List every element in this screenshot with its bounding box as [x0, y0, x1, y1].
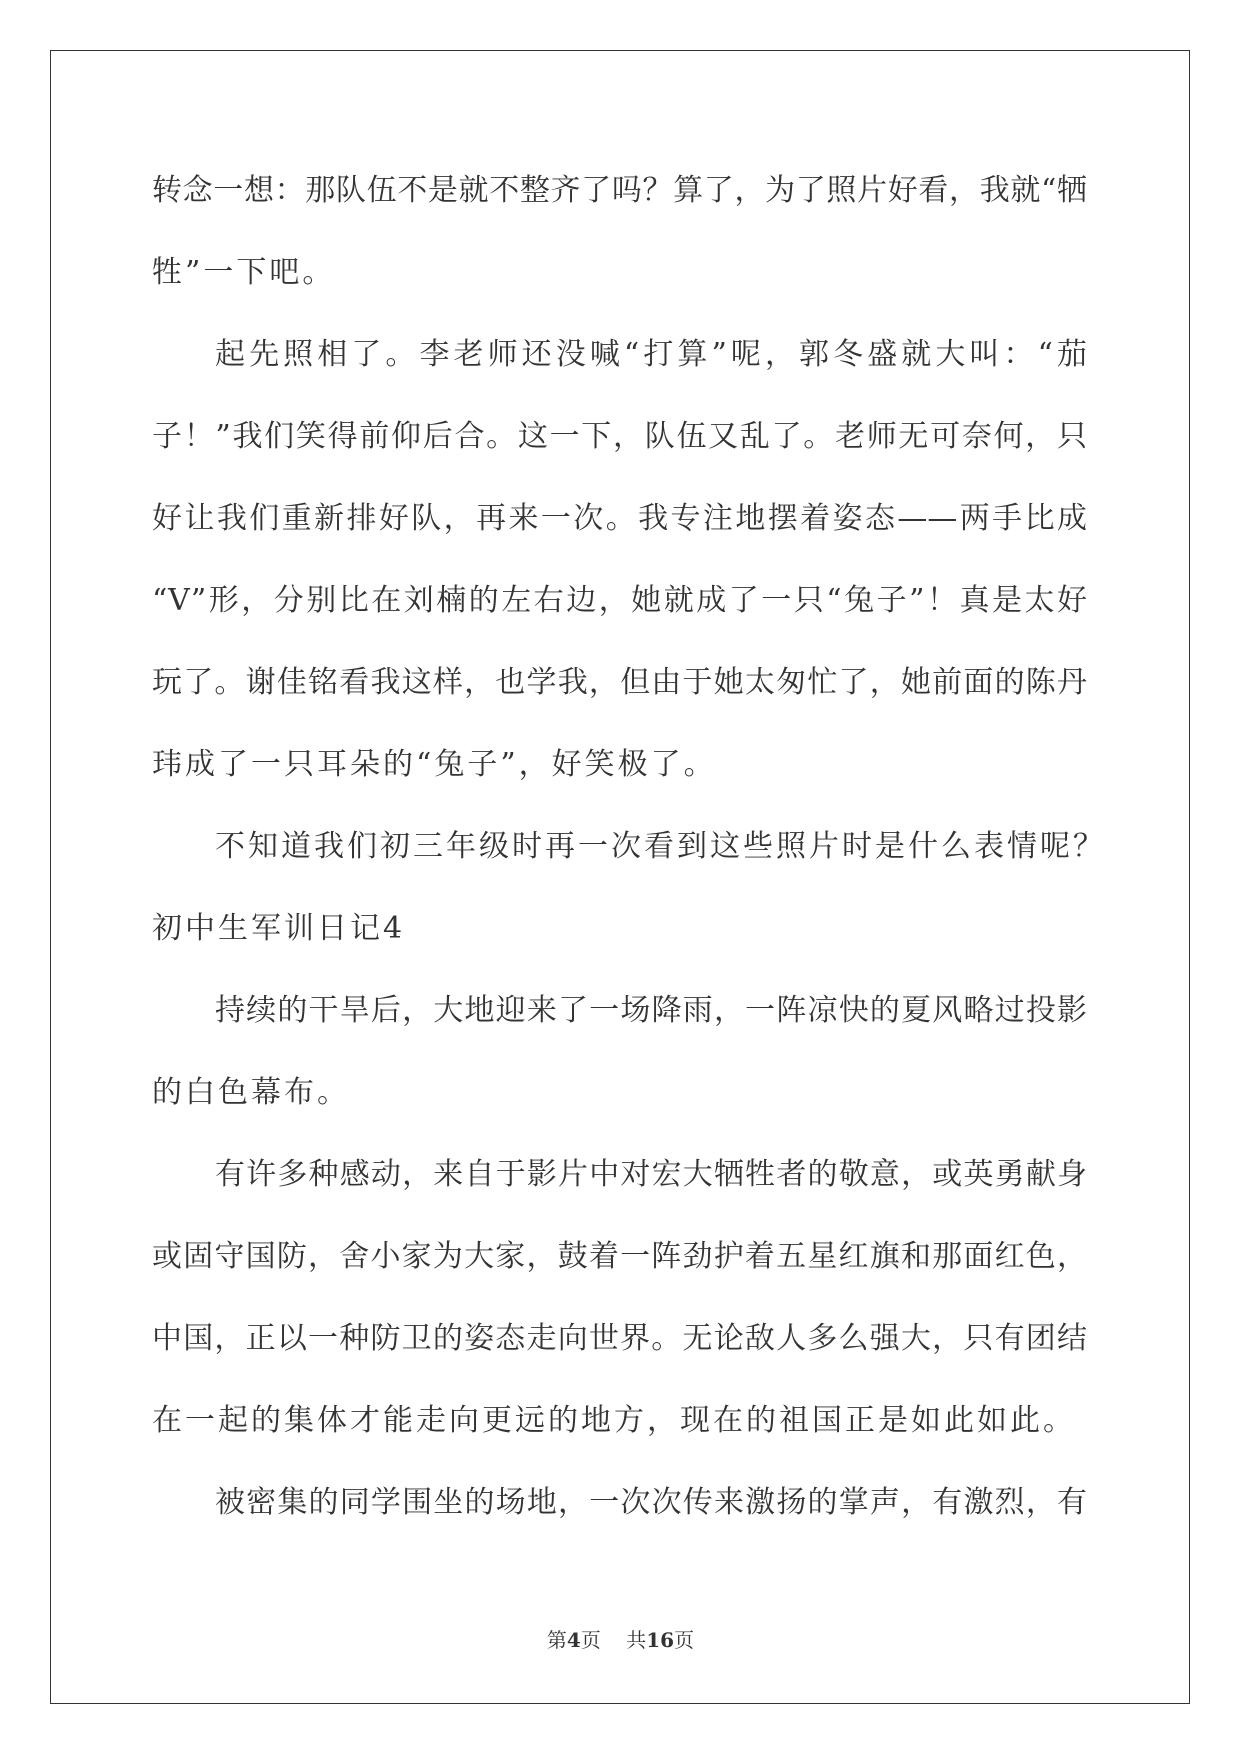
text-line: 不知道我们初三年级时再一次看到这些照片时是什么表情呢？ — [215, 829, 1106, 864]
text-line: 好让我们重新排好队，再来一次。我专注地摆着姿态——两手比成 — [152, 501, 1087, 536]
page-number: 4 — [566, 1628, 581, 1652]
text-line: 玮成了一只耳朵的“兔子”，好笑极了。 — [152, 747, 717, 782]
text-line: “V”形，分别比在刘楠的左右边，她就成了一只“兔子”！真是太好 — [152, 583, 1087, 618]
total-pages: 16 — [646, 1628, 675, 1652]
section-heading: 初中生军训日记4 — [152, 911, 406, 946]
page-prefix: 第 — [546, 1628, 567, 1652]
text-line: 的白色幕布。 — [152, 1075, 350, 1110]
text-line: 子！”我们笑得前仰后合。这一下，队伍又乱了。老师无可奈何，只 — [152, 419, 1087, 454]
text-line: 牲”一下吧。 — [152, 255, 336, 290]
text-line: 持续的干旱后，大地迎来了一场降雨，一阵凉快的夏风略过投影 — [215, 993, 1087, 1028]
text-line: 中国，正以一种防卫的姿态走向世界。无论敌人多么强大，只有团结 — [152, 1321, 1087, 1356]
text-line: 在一起的集体才能走向更远的地方，现在的祖国正是如此如此。 — [152, 1403, 1076, 1438]
text-line: 或固守国防，舍小家为大家，鼓着一阵劲护着五星红旗和那面红色， — [152, 1239, 1087, 1274]
page-footer — [0, 1624, 1241, 1653]
document-body — [152, 150, 1106, 1544]
text-line: 起先照相了。李老师还没喊“打算”呢，郭冬盛就大叫：“茄 — [215, 337, 1087, 372]
total-suffix: 页 — [674, 1628, 695, 1652]
total-prefix: 共 — [626, 1628, 647, 1652]
text-line: 转念一想：那队伍不是就不整齐了吗？算了，为了照片好看，我就“牺 — [152, 173, 1087, 208]
text-line: 有许多种感动，来自于影片中对宏大牺牲者的敬意，或英勇献身 — [215, 1157, 1087, 1192]
text-line: 玩了。谢佳铭看我这样，也学我，但由于她太匆忙了，她前面的陈丹 — [152, 665, 1087, 700]
page-suffix: 页 — [580, 1628, 601, 1652]
text-line: 被密集的同学围坐的场地，一次次传来激扬的掌声，有激烈，有 — [215, 1485, 1087, 1520]
